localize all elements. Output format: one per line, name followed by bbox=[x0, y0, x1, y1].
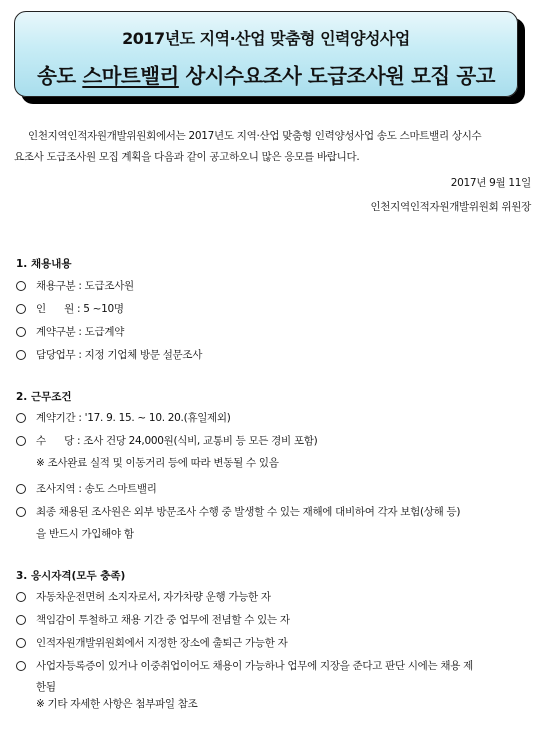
circle-bullet-icon bbox=[16, 350, 26, 360]
intro-line-2: 요조사 도급조사원 모집 계획을 다음과 같이 공고하오니 많은 응모를 바랍니다. bbox=[14, 151, 360, 163]
circle-bullet-icon bbox=[16, 304, 26, 314]
circle-bullet-icon bbox=[16, 615, 26, 625]
circle-bullet-icon bbox=[16, 661, 26, 671]
section-3-item bbox=[16, 613, 290, 627]
section-3-item-text: 자동차운전면허 소지자로서, 자가차량 운행 가능한 자 bbox=[36, 591, 271, 603]
title-line-1: 2017년도 지역·산업 맞춤형 인력양성사업 bbox=[122, 29, 410, 48]
title-line-2 bbox=[15, 59, 517, 89]
intro-line-1: 인천지역인적자원개발위원회에서는 2017년도 지역·산업 맞춤형 인력양성사업 송도 스마트밸리 상시수 bbox=[28, 130, 482, 142]
section-2-item-text: 계약기간 : '17. 9. 15. ~ 10. 20.(휴일제외) bbox=[36, 412, 231, 424]
circle-bullet-icon bbox=[16, 436, 26, 446]
section-1-item bbox=[16, 325, 124, 339]
section-2-item-continuation: 을 반드시 가입해야 함 bbox=[36, 528, 134, 540]
circle-bullet-icon bbox=[16, 327, 26, 337]
section-3-item bbox=[16, 590, 271, 604]
section-3-item bbox=[16, 636, 287, 650]
circle-bullet-icon bbox=[16, 592, 26, 602]
section-1-item-text: 채용구분 : 도급조사원 bbox=[36, 280, 134, 292]
section-3-item-continuation: 한됨 bbox=[36, 681, 56, 693]
title-line-2-underlined: 스마트밸리 bbox=[82, 64, 179, 88]
section-1-item-text: 담당업무 : 지정 기업체 방문 설문조사 bbox=[36, 349, 203, 361]
section-2-item-text: 조사지역 : 송도 스마트밸리 bbox=[36, 483, 157, 495]
section-3-item-text: 사업자등록증이 있거나 이중취업이어도 채용이 가능하나 업무에 지장을 준다고 판단 시에는 채용 제 bbox=[36, 660, 473, 672]
section-2-item bbox=[16, 482, 157, 496]
section-1-item bbox=[16, 348, 202, 362]
section-1-heading: 1. 채용내용 bbox=[16, 258, 72, 270]
section-1-item bbox=[16, 279, 134, 293]
section-3-item-text: 인적자원개발위원회에서 지정한 장소에 출퇴근 가능한 자 bbox=[36, 637, 288, 649]
notice-date: 2017년 9월 11일 bbox=[450, 177, 531, 189]
section-1-item-text: 계약구분 : 도급계약 bbox=[36, 326, 125, 338]
section-3-item-text: 책임감이 투철하고 채용 기간 중 업무에 전념할 수 있는 자 bbox=[36, 614, 290, 626]
section-2-item bbox=[16, 411, 231, 425]
circle-bullet-icon bbox=[16, 484, 26, 494]
section-2-item bbox=[16, 505, 460, 519]
section-3-note: ※ 기타 자세한 사항은 첨부파일 참조 bbox=[36, 698, 198, 710]
section-2-item bbox=[16, 434, 317, 448]
circle-bullet-icon bbox=[16, 413, 26, 423]
section-3-heading: 3. 응시자격(모두 충족) bbox=[16, 570, 126, 582]
circle-bullet-icon bbox=[16, 281, 26, 291]
section-3-item bbox=[16, 659, 473, 673]
section-1-item bbox=[16, 302, 124, 316]
circle-bullet-icon bbox=[16, 507, 26, 517]
title-box bbox=[14, 11, 518, 97]
section-2-item-text: 최종 채용된 조사원은 외부 방문조사 수행 중 발생할 수 있는 재해에 대비하여 각자 보험(상해 등) bbox=[36, 506, 461, 518]
section-1-item-text: 인 원 : 5 ~10명 bbox=[36, 303, 124, 315]
title-line-2-suffix: 상시수요조사 도급조사원 모집 공고 bbox=[178, 64, 495, 88]
section-2-note: ※ 조사완료 실적 및 이동거리 등에 따라 변동될 수 있음 bbox=[36, 457, 279, 469]
issuing-organization: 인천지역인적자원개발위원회 위원장 bbox=[370, 201, 531, 213]
section-2-item-text: 수 당 : 조사 건당 24,000원(식비, 교통비 등 모든 경비 포함) bbox=[36, 435, 318, 447]
section-2-heading: 2. 근무조건 bbox=[16, 391, 72, 403]
title-line-2-prefix: 송도 bbox=[37, 64, 83, 88]
circle-bullet-icon bbox=[16, 638, 26, 648]
